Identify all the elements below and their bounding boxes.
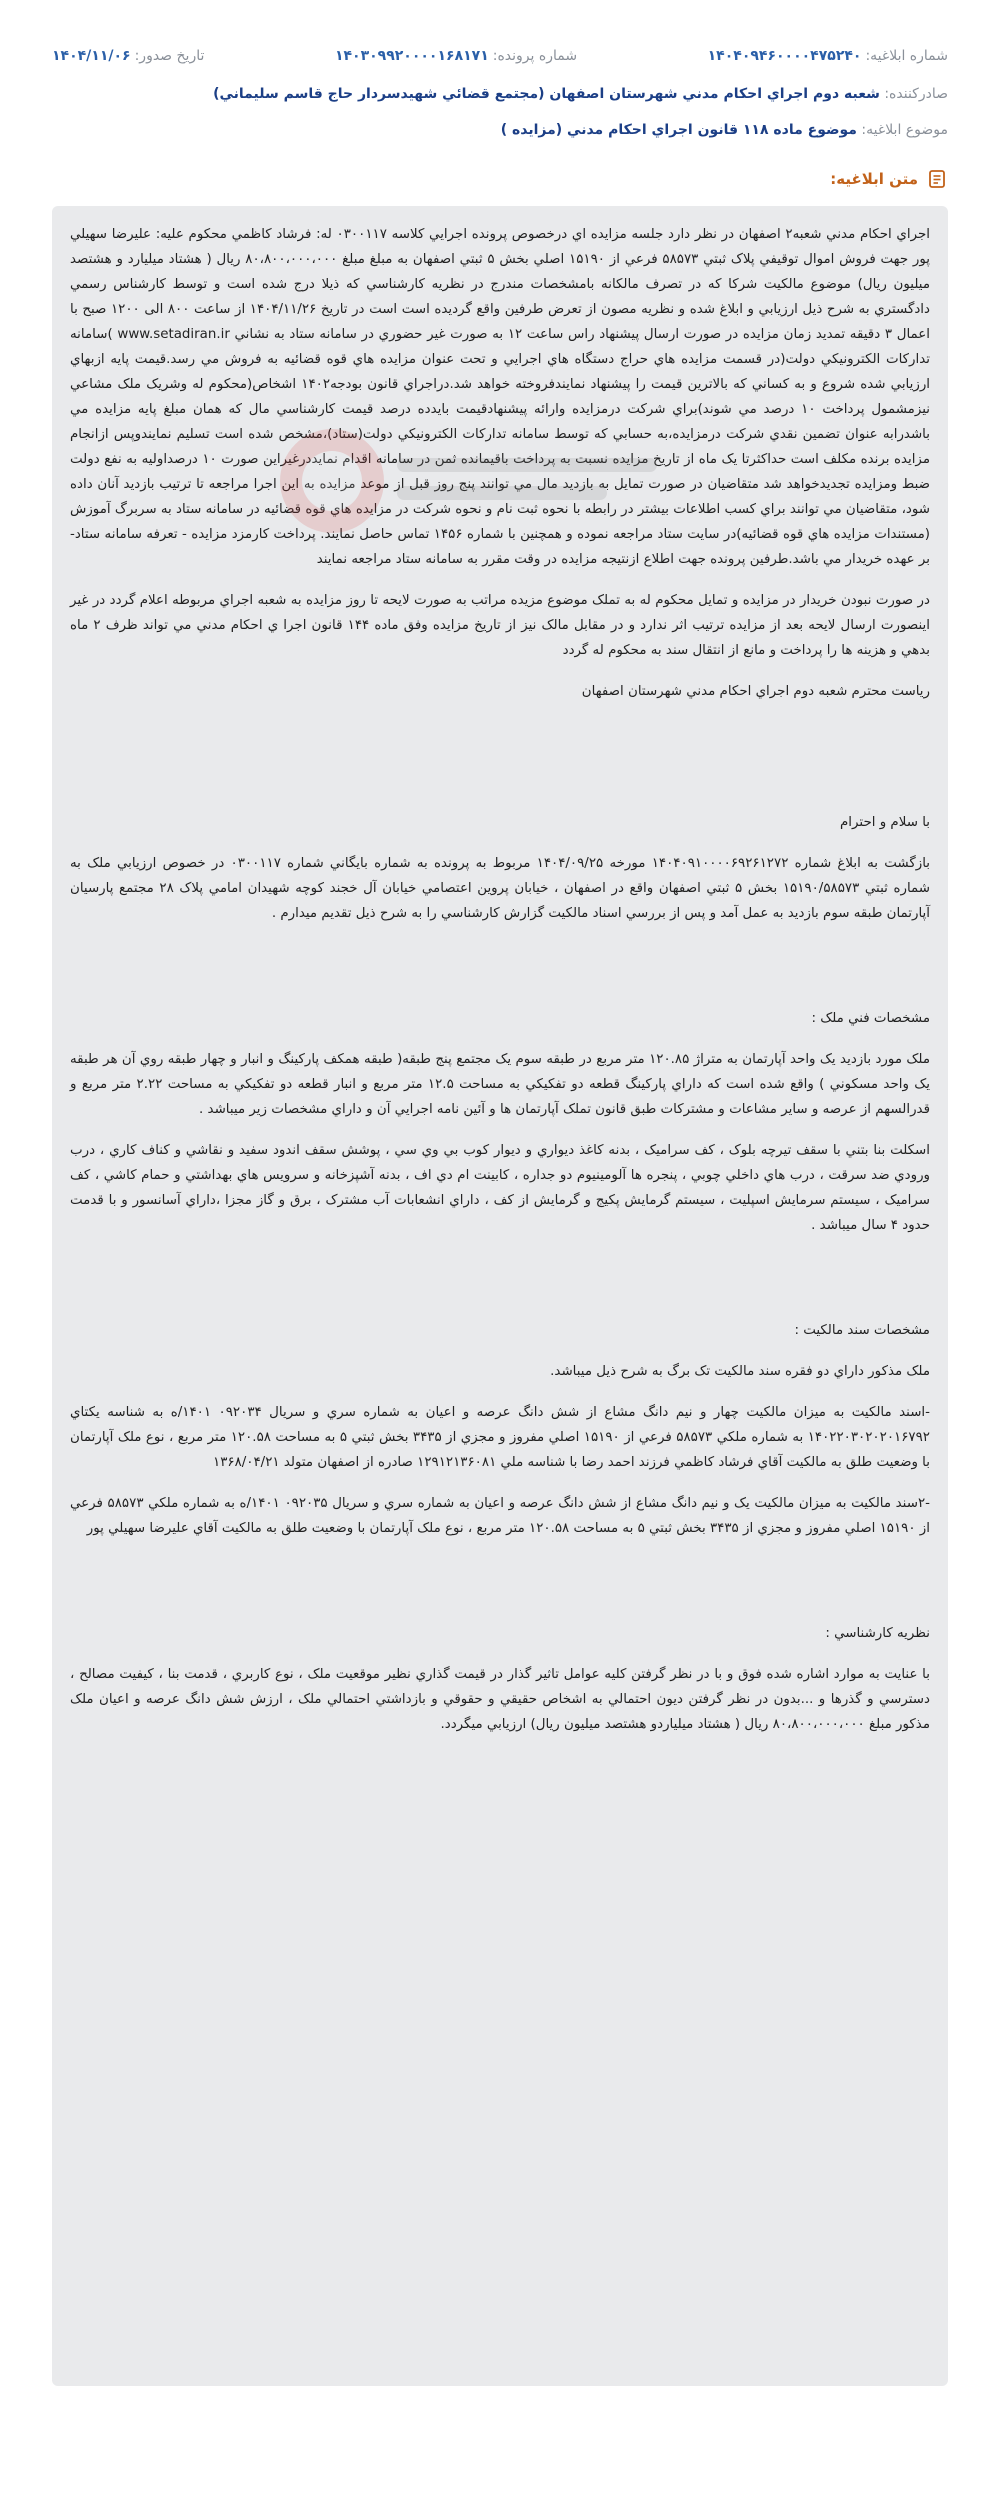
expert-opinion-paragraph: با عنايت به موارد اشاره شده فوق و با در نظر گرفتن کليه عوامل تاثير گذار در قيمت گذاري نظير موقعيت ملک ، نوع کاربري ، قدمت بنا ، کيفيت مصالح ، دسترسي و گذرها و ...بدون در نظر گرفتن ديون احتمالي به اشخاص حقيقي و حقوقي و بازداشتي احتمالي ملک ، ارزش شش دانگ عرصه و اعيان ملک مذکور مبلغ ۸۰،۸۰۰،۰۰۰،۰۰۰ ريال ( هشتاد ميلياردو هشتصد ميليون ريال) ارزيابي ميگردد.	[70, 1667, 930, 1732]
auction-paragraph: اجراي احکام مدني شعبه۲ اصفهان در نظر دارد جلسه مزايده اي درخصوص پرونده اجرايي کلاسه ۰۳۰۰۱۱۷ له: فرشاد کاظمي محکوم عليه: عليرضا سهيلي پور جهت فروش اموال توقيفي پلاک ثبتي ۵۸۵۷۳ فرعي از ۱۵۱۹۰ اصلي بخش ۵ ثبتي اصفهان به مبلغ مبلغ ۸۰،۸۰۰،۰۰۰،۰۰۰ ريال ( هشتاد ميليارد و هشتصد ميليون ريال) موضوع مالکيت شرکا که در تصرف مالکانه بامشخصات مندرج در نظريه کارشناسي که ذيلا درج شده است و توسط کارشناس رسمي دادگستري به شرح ذيل ارزيابي و ابلاغ شده و نظريه مصون از تعرض طرفين واقع گرديده است است در تاريخ ۱۴۰۴/۱۱/۲۶ از ساعت ۸۰۰ الی ۱۲۰۰ صبح با اعمال ۳ دقيقه تمديد زمان مزايده در صورت ارسال پيشنهاد راس ساعت ۱۲ به صورت غير حضوري در سامانه ستاد به نشاني www.setadiran.ir )سامانه تدارکات الکترونيکي دولت(در قسمت مزايده هاي حراج دستگاه هاي اجرايي و تحت عنوان مزايده هاي قوه قضائيه به فروش مي رسد.قيمت پايه ازبهاي ارزيابي شده شروع و به کساني که بالاترين قيمت را پيشنهاد نمايندفروخته خواهد شد.دراجراي قانون بودجه۱۴۰۲ اشخاص(محکوم له وشريک ملک مشاعي نيزمشمول پرداخت ۱۰ درصد مي شوند)براي شرکت درمزايده وارائه پيشنهادقيمت بايدده درصد قيمت کارشناسي مال که همان مبلغ پايه مزايده مي باشدرابه عنوان تضمين نقدي شرکت درمزايده،به حسابي که توسط سامانه تدارکات الکترونيکي دولت(ستاد)،مشخص شده است تسليم نمايندوپس ازانجام مزايده برنده مکلف است حداکثرتا يک ماه از تاريخ مزايده نسبت به پرداخت باقيمانده ثمن در سامانه اقدام نمايددرغيراين صورت ۱۰ درصداوليه به نفع دولت ضبط ومزايده تجديدخواهد شد متقاضيان در صورت تمايل به بازديد مال مي توانند پنج روز قبل از موعد مزايده به اين اجرا مراجعه تا ترتيب بازديد آنان داده شود، متقاضيان مي توانند براي کسب اطلاعات بيشتر در رابطه با نحوه ثبت نام و نحوه شرکت در مزايده هاي قوه قضائيه در سامانه ستاد به سربرگ آموزش (مستندات مزايده هاي قوه قضائيه)در سايت ستاد مراجعه نموده و همچنين با شماره ۱۴۵۶ تماس حاصل نمايند. پرداخت کارمزد مزايده - تعرفه سامانه ستاد- بر عهده خريدار مي باشد.طرفين پرونده جهت اطلاع ازنتيجه مزايده در وقت مقرر به سامانه ستاد مراجعه نمايند	[70, 227, 931, 567]
notice-number	[708, 48, 948, 64]
subject-value: موضوع ماده ۱۱۸ قانون اجراي احکام مدني (مزايده )	[500, 122, 857, 138]
file-number	[335, 48, 577, 64]
issuer-value: شعبه دوم اجراي احکام مدني شهرستان اصفهان (مجتمع قضائي شهيدسردار حاج قاسم سليماني)	[213, 86, 880, 102]
greeting-line: با سلام و احترام	[840, 815, 930, 830]
notice-text-heading	[52, 168, 948, 190]
deed-two-paragraph: -۲سند مالکيت به ميزان مالکيت يک و نيم دانگ مشاع از شش دانگ عرصه و اعيان به شماره سري و سريال ۰۹۲۰۳۵ ۱۴۰۱/ه به شماره ملکي ۵۸۵۷۳ فرعي از ۱۵۱۹۰ اصلي مفروز و مجزي از ۳۴۳۵ بخش ثبتي ۵ به مساحت ۱۲۰.۵۸ متر مربع ، نوع ملک آپارتمان با وضعيت طلق به مالکيت آقاي عليرضا سهيلي پور	[70, 1496, 930, 1536]
construction-paragraph: اسکلت بنا بتني با سقف تيرچه بلوک ، کف سراميک ، بدنه کاغذ ديواري و ديوار کوب بي وي سي ، پوشش سقف اندود سفيد و نقاشي و کناف کاري ، درب ورودي ضد سرقت ، درب هاي داخلي چوبي ، پنجره ها آلومينيوم دو جداره ، کابينت ام دي اف ، بدنه آشپزخانه و سرويس هاي بهداشتي و حمام کاشي ، کف سراميک ، سيستم سرمايش اسپليت ، سيستم گرمايش پکيج و گرمايش از کف ، داراي انشعابات آب مشترک ، برق و گاز مجزا ،داراي آسانسور و با قدمت حدود ۴ سال ميباشد .	[70, 1143, 930, 1233]
notice-body	[52, 206, 948, 2386]
issue-date-value: ۱۴۰۴/۱۱/۰۶	[52, 48, 131, 64]
subject-label: موضوع ابلاغیه:	[861, 122, 948, 138]
meta-row	[52, 48, 948, 64]
issue-date	[52, 48, 204, 64]
issue-date-label: تاریخ صدور:	[134, 48, 205, 64]
spacer	[70, 942, 930, 1006]
addressee-line: رياست محترم شعبه دوم اجراي احکام مدني شهرستان اصفهان	[581, 684, 930, 699]
spacer	[70, 720, 930, 810]
subject-line	[52, 122, 948, 138]
file-number-label: شماره پرونده:	[492, 48, 578, 64]
spacer	[70, 1557, 930, 1621]
file-number-value: ۱۴۰۳۰۹۹۲۰۰۰۰۱۶۸۱۷۱	[334, 48, 489, 64]
technical-specs-paragraph: ملک مورد بازديد يک واحد آپارتمان به متراژ ۱۲۰.۸۵ متر مربع در طبقه سوم يک مجتمع پنج طبقه( طبقه همکف پارکينگ و انبار و چهار طبقه روي آن هر طبقه يک واحد مسکوني ) واقع شده است که داراي پارکينگ قطعه دو تفکيکي به مساحت ۱۲.۵ متر مربع و انبار قطعه دو تفکيکي به مساحت ۲.۲۲ متر مربع و قدرالسهم از عرصه و ساير مشاعات و مشترکات طبق قانون تملک آپارتمان ها و آئين نامه اجرايي آن و داراي مشخصات زير ميباشد .	[70, 1052, 930, 1117]
notice-text-title: متن ابلاغیه:	[830, 170, 918, 188]
notice-icon	[926, 168, 948, 190]
notice-number-label: شماره ابلاغیه:	[865, 48, 948, 64]
issuer-line	[52, 86, 948, 102]
notice-page	[0, 48, 1000, 2386]
technical-specs-heading: مشخصات فني ملک :	[811, 1011, 930, 1026]
deed-one-paragraph: -اسند مالکيت به ميزان مالکيت چهار و نيم دانگ مشاع از شش دانگ عرصه و اعيان به شماره سري و سريال ۰۹۲۰۳۴ ۱۴۰۱/ه به شناسه يکتاي ۱۴۰۲۲۰۳۰۲۰۲۰۱۶۷۹۲ به شماره ملکي ۵۸۵۷۳ فرعي از ۱۵۱۹۰ اصلي مفروز و مجزي از ۳۴۳۵ بخش ثبتي ۵ به مساحت ۱۲۰.۵۸ متر مربع ، نوع ملک آپارتمان با وضعيت طلق به مالکيت آقاي فرشاد کاظمي فرزند احمد رضا با شناسه ملي ۱۲۹۱۲۱۳۶۰۸۱ صادره از اصفهان متولد ۱۳۶۸/۰۴/۲۱	[70, 1405, 930, 1470]
deed-specs-heading: مشخصات سند مالکيت :	[794, 1323, 930, 1338]
notice-number-value: ۱۴۰۴۰۹۴۶۰۰۰۰۴۷۵۲۴۰	[707, 48, 862, 64]
creditor-paragraph: در صورت نبودن خريدار در مزايده و تمايل محکوم له به تملک موضوع مزيده مراتب به صورت لايحه تا روز مزايده به شعبه اجراي مربوطه اعلام گردد در غير اينصورت ارسال لايحه بعد از مزايده ترتيب اثر ندارد و در مقابل مالک نيز از تاريخ مزايده وفق ماده ۱۴۴ قانون اجرا ي احکام مدني مي تواند ظرف ۲ ماه بدهي و هزينه ها را پرداخت و مانع از انتقال سند به محکوم له گردد	[70, 593, 931, 658]
deed-summary-line: ملک مذکور داراي دو فقره سند مالکيت تک برگ به شرح ذيل ميباشد.	[550, 1364, 930, 1379]
issuer-label: صادرکننده:	[884, 86, 948, 102]
report-intro-paragraph: بازگشت به ابلاغ شماره ۱۴۰۴۰۹۱۰۰۰۰۶۹۲۶۱۲۷۲ مورخه ۱۴۰۴/۰۹/۲۵ مربوط به پرونده به شماره بايگاني شماره ۰۳۰۰۱۱۷ در خصوص ارزيابي ملک به شماره ثبتي ۱۵۱۹۰/۵۸۵۷۳ بخش ۵ ثبتي اصفهان واقع در اصفهان ، خيابان پروين اعتصامي خيابان آل خجند کوچه شهيدان امامي پلاک ۲۸ مجتمع پارسيان آپارتمان طبقه سوم بازديد به عمل آمد و پس از بررسي اسناد مالکيت گزارش کارشناسي را به شرح ذيل تقديم ميدارم .	[70, 856, 931, 921]
expert-opinion-heading: نظريه کارشناسي :	[825, 1626, 930, 1641]
spacer	[70, 1254, 930, 1318]
